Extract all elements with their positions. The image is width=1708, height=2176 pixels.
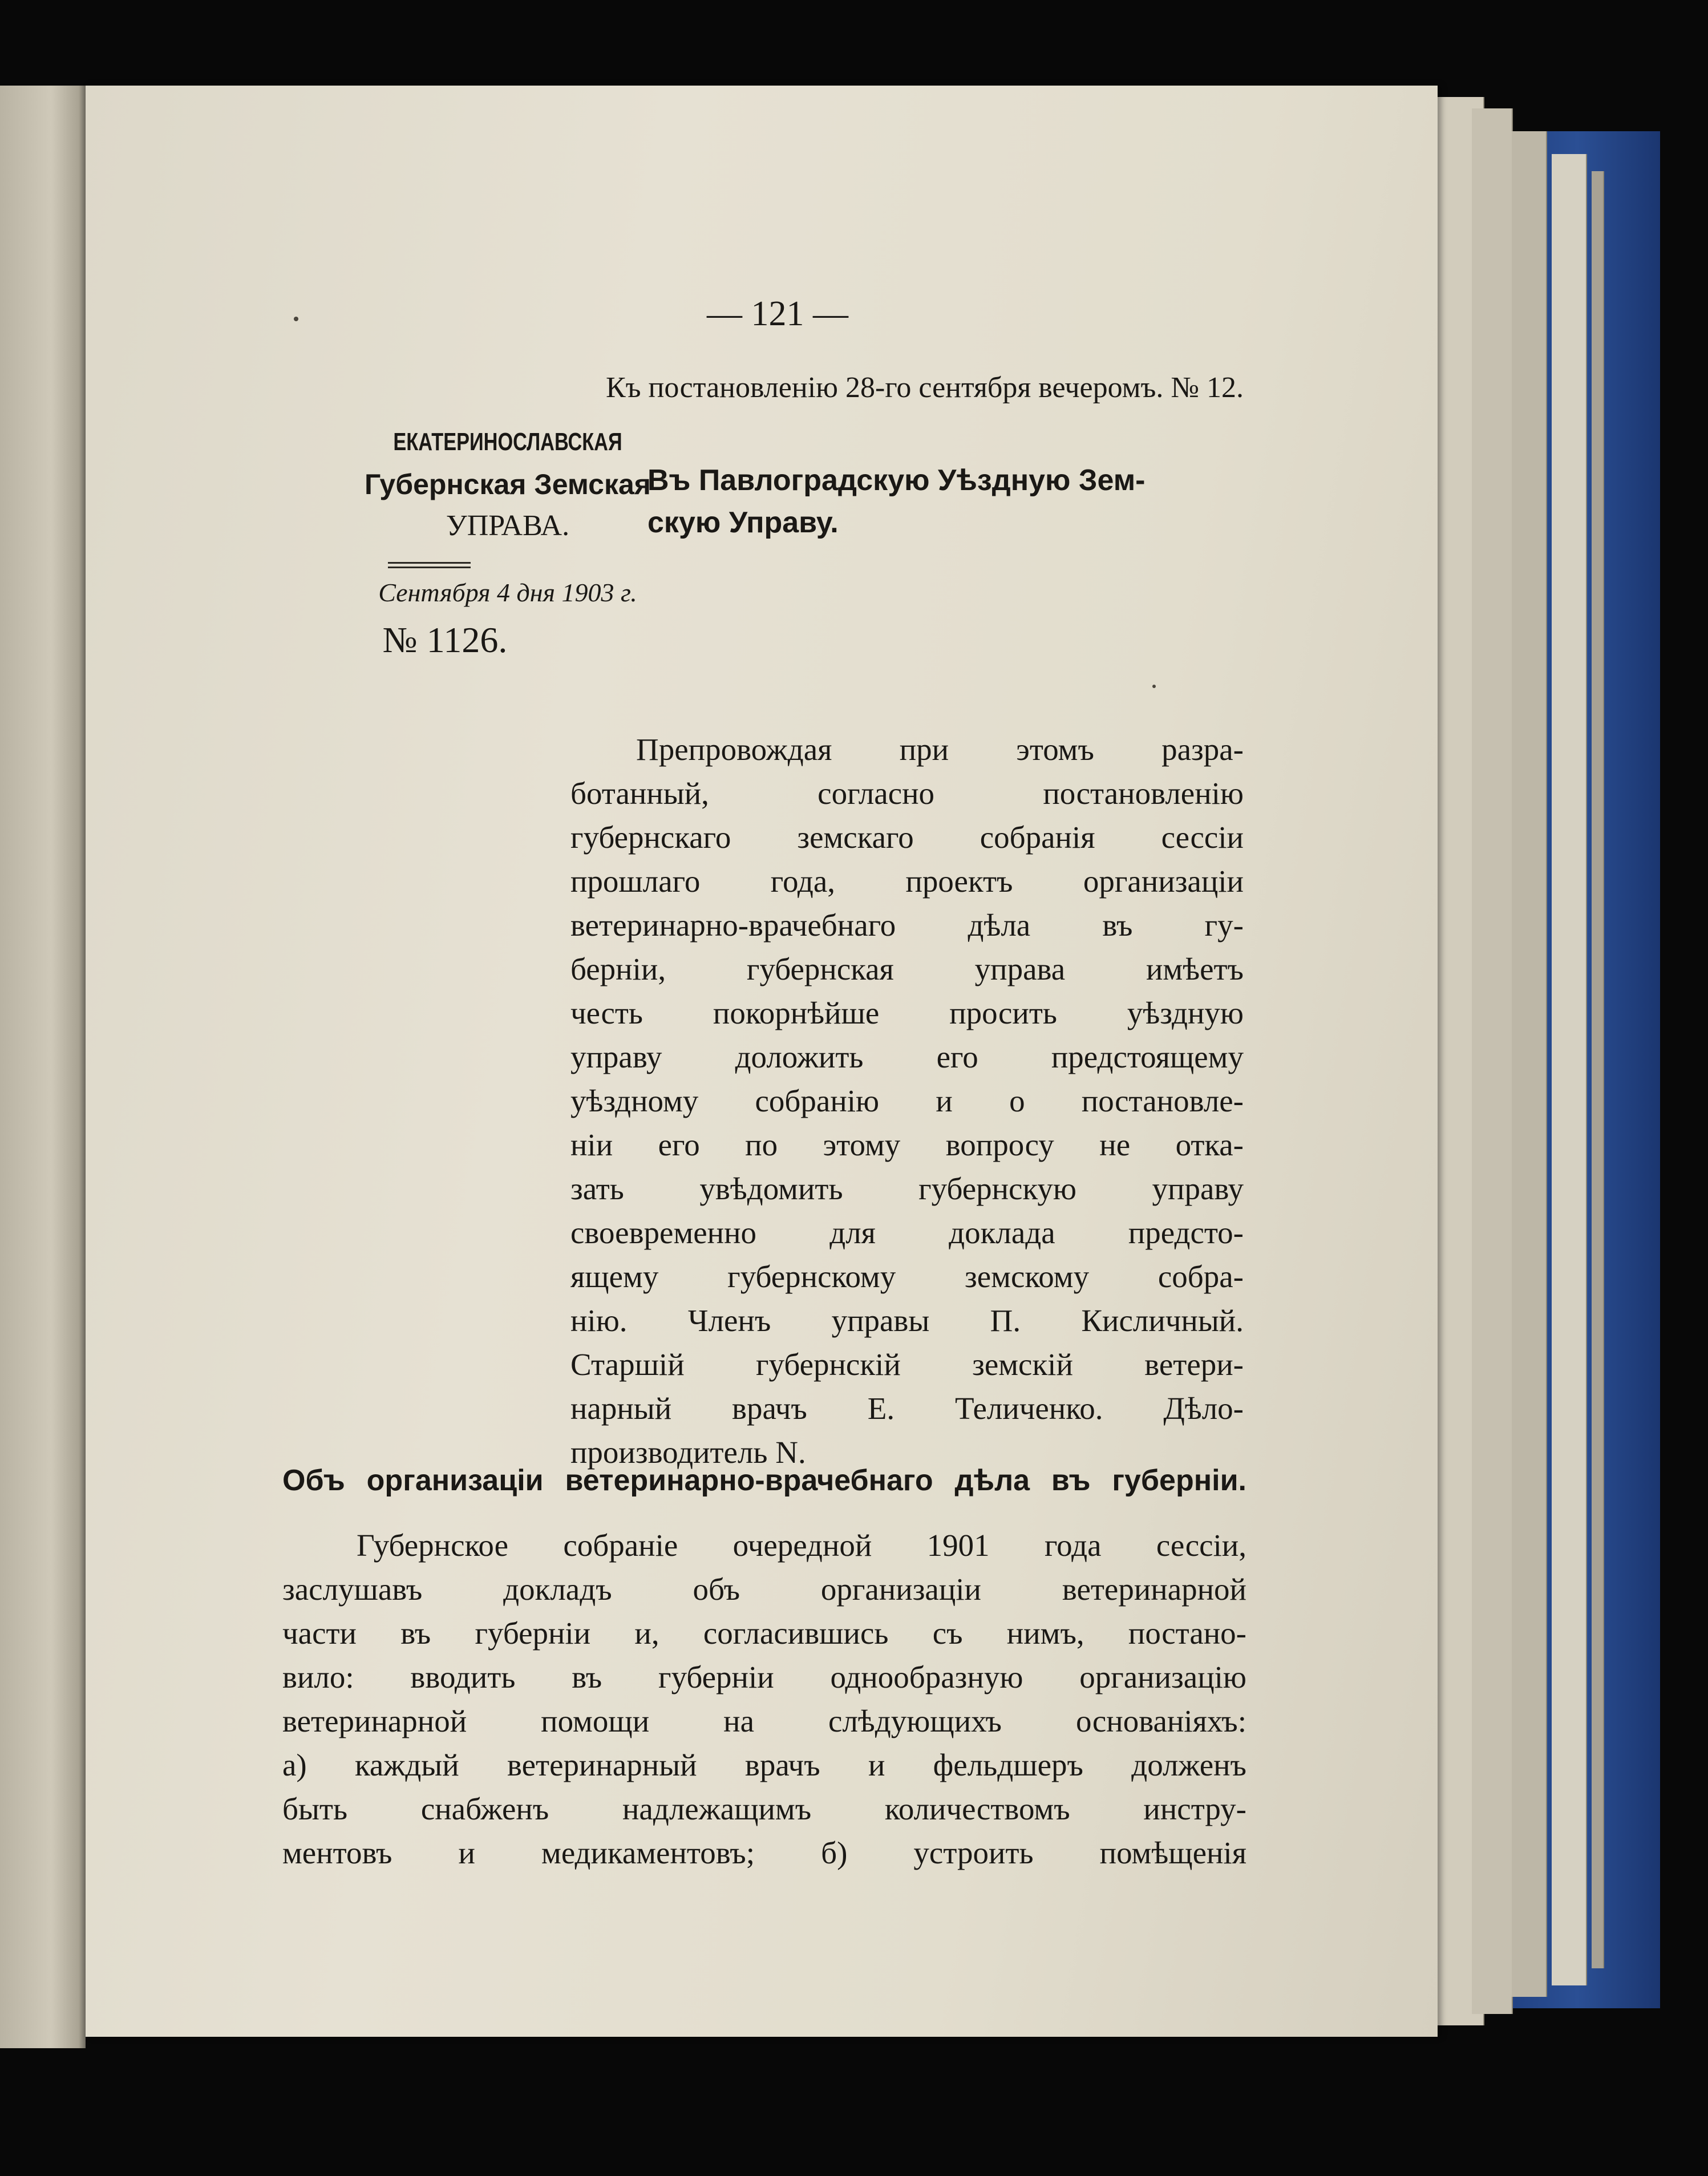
body-line: заслушавъ докладъ объ организаціи ветеринарной xyxy=(282,1572,1246,1607)
organization-name-line2: Губернская Земская xyxy=(364,468,651,500)
letter-line: нію. Членъ управы П. Кисличный. xyxy=(570,1303,1244,1338)
page-edge xyxy=(1512,131,1547,1997)
organization-name-line3: УПРАВА. xyxy=(446,509,570,542)
letter-line: губернскаго земскаго собранія сессіи xyxy=(570,820,1244,855)
reference-number: № 1126. xyxy=(382,620,508,660)
letter-line: прошлаго года, проектъ организаціи xyxy=(570,864,1244,899)
body-line: Губернское собраніе очередной 1901 года сессіи, xyxy=(357,1528,1246,1563)
letter-line: ветеринарно-врачебнаго дѣла въ гу- xyxy=(570,908,1244,943)
previous-page-edge xyxy=(0,86,86,2048)
letter-line: своевременно для доклада предсто- xyxy=(570,1215,1244,1250)
addressee-line: скую Управу. xyxy=(647,506,839,539)
organization-name-line1: ЕКАТЕРИНОСЛАВСКАЯ xyxy=(393,428,622,456)
letter-line: ніи его по этому вопросу не отка- xyxy=(570,1127,1244,1162)
body-line: части въ губерніи и, согласившись съ нимъ, постано- xyxy=(282,1616,1246,1651)
letter-line: управу доложить его предстоящему xyxy=(570,1040,1244,1074)
page-number: — 121 — xyxy=(707,294,848,333)
body-line: ментовъ и медикаментовъ; б) устроить помѣщенія xyxy=(282,1835,1246,1870)
decree-reference: Къ постановленію 28-го сентября вечеромъ. № 12. xyxy=(605,371,1244,404)
letter-line: берніи, губернская управа имѣетъ xyxy=(570,952,1244,986)
letter-line: Препровождая при этомъ разра- xyxy=(636,732,1244,767)
ink-speck xyxy=(1152,685,1156,688)
section-body xyxy=(282,1523,1246,1875)
letter-line: производитель N. xyxy=(570,1435,806,1470)
page-edge xyxy=(1592,171,1604,1968)
body-line: а) каждый ветеринарный врачъ и фельдшеръ долженъ xyxy=(282,1748,1246,1782)
addressee-line: Въ Павлоградскую Уѣздную Зем- xyxy=(647,464,1146,497)
letter-line: честь покорнѣйше просить уѣздную xyxy=(570,996,1244,1030)
page-edge xyxy=(1552,154,1587,1985)
ink-speck xyxy=(294,317,298,321)
addressee xyxy=(647,459,1281,544)
body-line: быть снабженъ надлежащимъ количествомъ инстру- xyxy=(282,1791,1246,1826)
letter-line: Старшій губернскій земскій ветери- xyxy=(570,1347,1244,1382)
book-page xyxy=(86,86,1438,2037)
letter-line: зать увѣдомить губернскую управу xyxy=(570,1171,1244,1206)
letter-body xyxy=(570,727,1244,1474)
body-line: ветеринарной помощи на слѣдующихъ основаніяхъ: xyxy=(282,1704,1246,1738)
body-line: вило: вводить въ губерніи однообразную организацію xyxy=(282,1660,1246,1694)
double-rule-divider xyxy=(388,562,471,570)
letter-line: уѣздному собранію и о постановле- xyxy=(570,1083,1244,1118)
section-heading: Объ организаціи ветеринарно-врачебнаго дѣла въ губерніи. xyxy=(282,1464,1246,1497)
letter-line: ящему губернскому земскому собра- xyxy=(570,1259,1244,1294)
letter-date: Сентября 4 дня 1903 г. xyxy=(378,578,637,607)
page-edge xyxy=(1472,108,1513,2014)
letter-line: ботанный, согласно постановленію xyxy=(570,776,1244,811)
letter-line: нарный врачъ Е. Теличенко. Дѣло- xyxy=(570,1391,1244,1426)
